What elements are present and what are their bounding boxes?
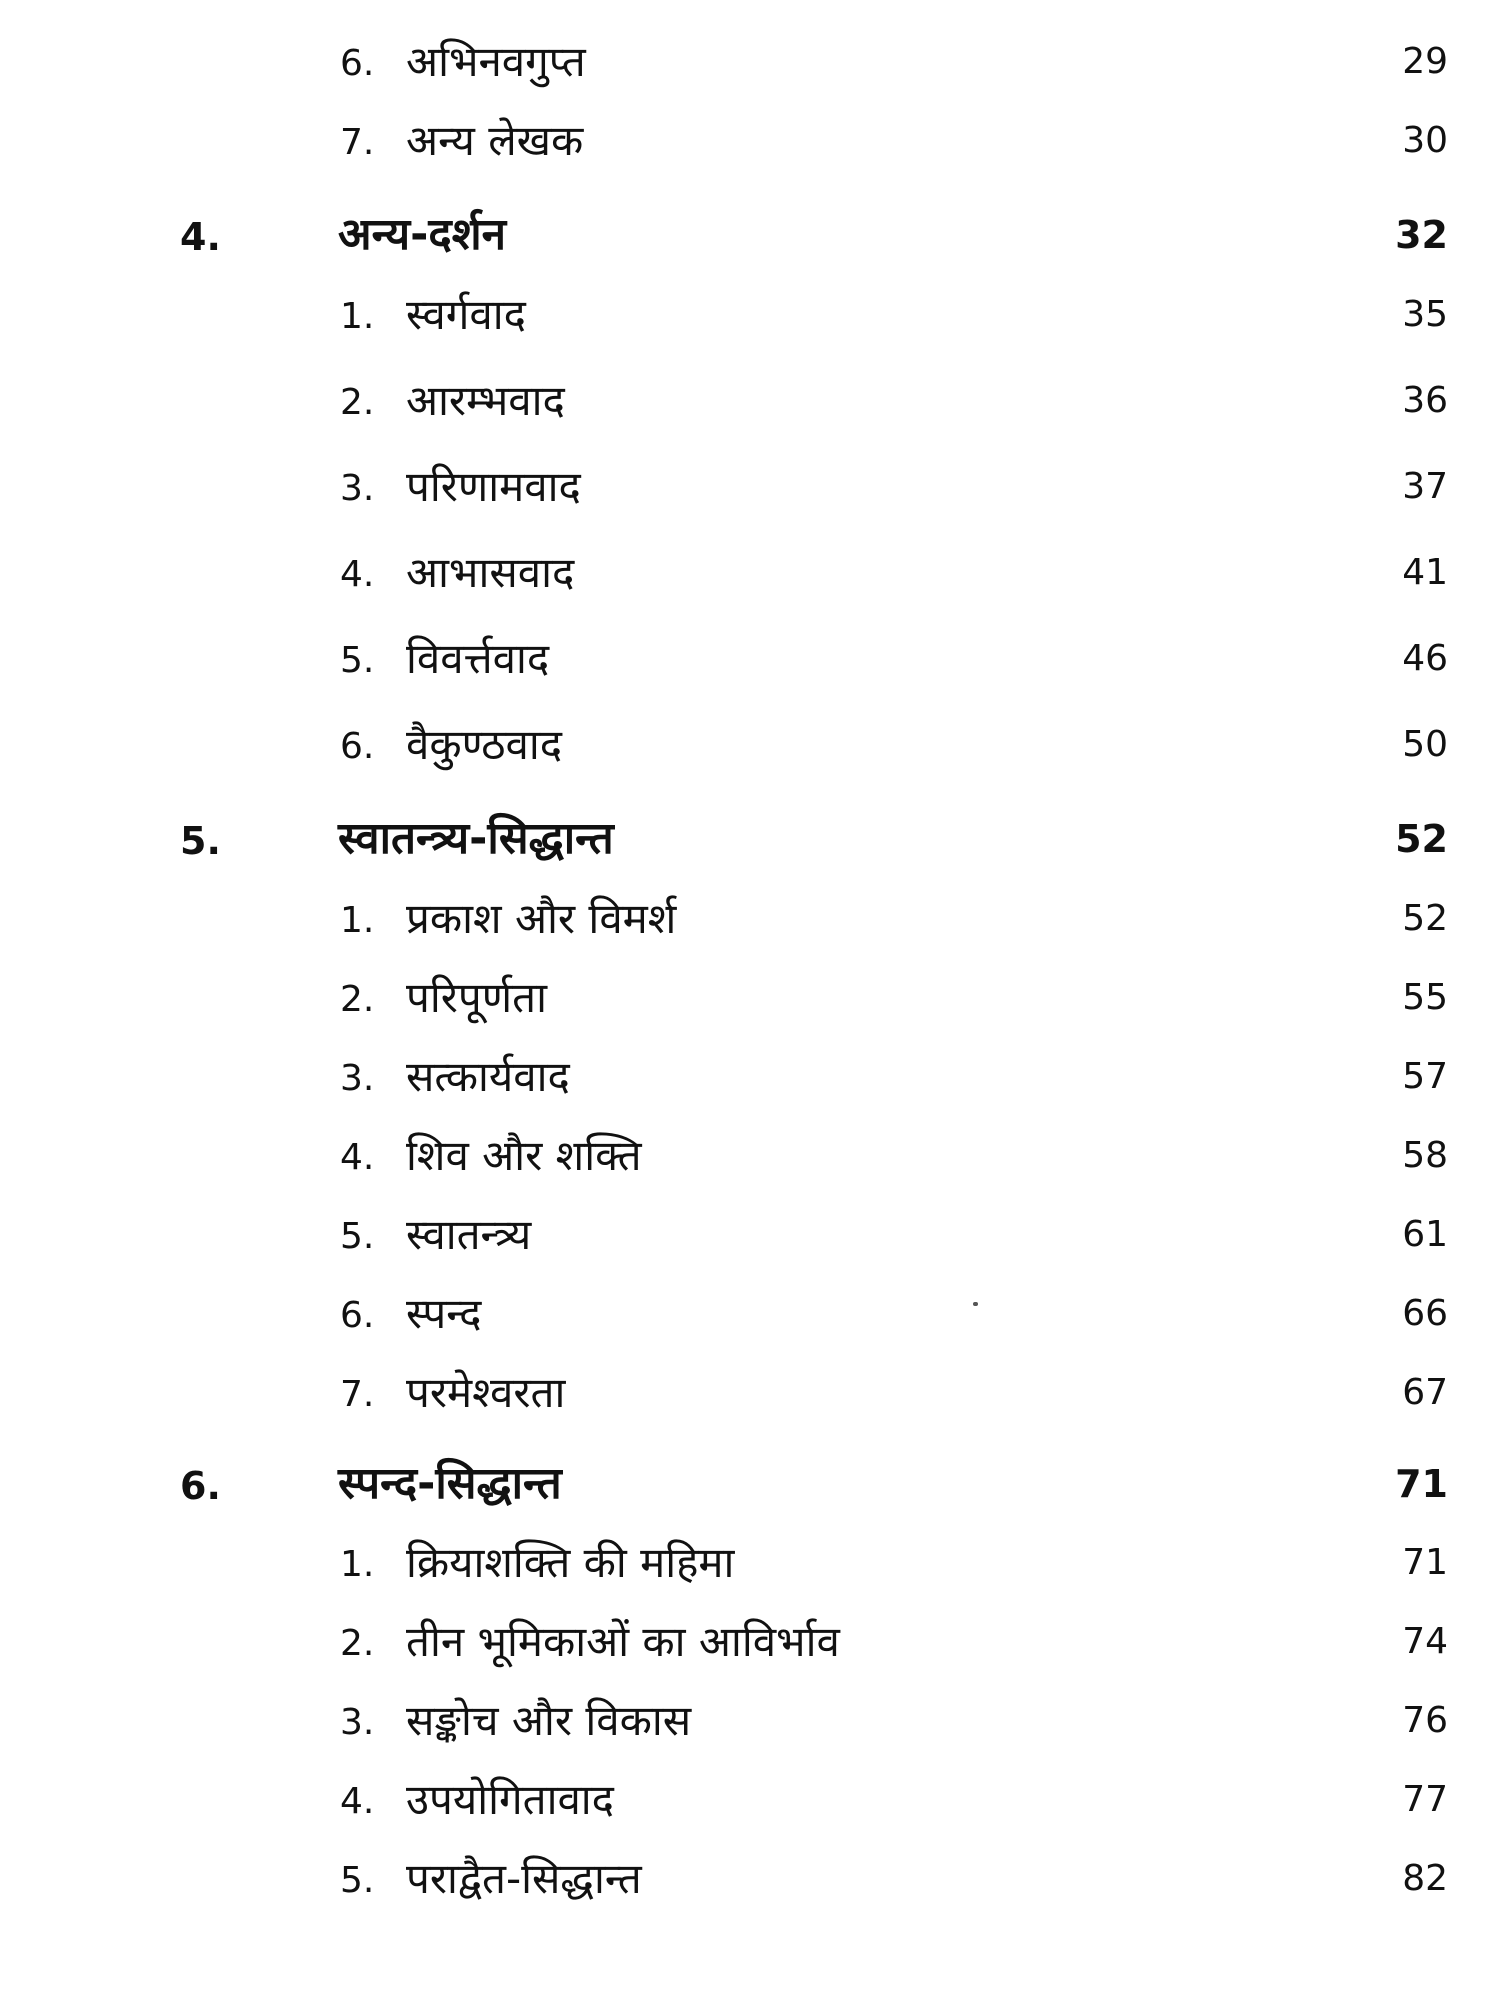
page-number: 30 [1402,120,1448,161]
section-number: 3. [340,468,375,509]
chapter-title: अन्य-दर्शन [338,209,507,260]
chapter-number: 6. [180,1464,221,1508]
section-number: 6. [340,1295,375,1336]
scan-speck [973,1302,978,1306]
section-number: 7. [340,1374,375,1415]
page-number: 35 [1402,294,1448,335]
section-number: 4. [340,554,375,595]
page-number: 36 [1402,380,1448,421]
section-title: उपयोगितावाद [406,1775,614,1824]
page-number: 71 [1395,1462,1448,1506]
toc-section-row [0,373,1500,433]
toc-section-row [0,1049,1500,1109]
section-number: 5. [340,1860,375,1901]
section-number: 1. [340,1544,375,1585]
page-number: 32 [1395,213,1448,257]
section-title: विवर्त्तवाद [406,634,550,683]
toc-section-row [0,459,1500,519]
chapter-number: 4. [180,215,221,259]
section-title: सङ्कोच और विकास [406,1696,692,1745]
section-title: शिव और शक्ति [406,1131,642,1180]
section-title: आभासवाद [406,548,575,597]
toc-section-row [0,1772,1500,1832]
section-title: क्रियाशक्ति की महिमा [406,1538,735,1587]
section-number: 2. [340,1623,375,1664]
toc-section-row [0,1365,1500,1425]
section-title: सत्कार्यवाद [406,1052,570,1101]
toc-section-row [0,34,1500,94]
toc-section-row [0,891,1500,951]
page-number: 71 [1402,1542,1448,1583]
toc-section-row [0,717,1500,777]
page-number: 76 [1402,1700,1448,1741]
section-title: वैकुण्ठवाद [406,720,563,769]
section-title: तीन भूमिकाओं का आविर्भाव [406,1617,840,1666]
section-title: अन्य लेखक [406,116,584,165]
page-number: 55 [1402,977,1448,1018]
toc-section-row [0,631,1500,691]
toc-chapter-row [0,1456,1500,1516]
section-number: 4. [340,1781,375,1822]
section-title: परिणामवाद [406,462,581,511]
section-number: 5. [340,1216,375,1257]
page-number: 52 [1395,817,1448,861]
toc-section-row [0,1693,1500,1753]
page-number: 29 [1402,41,1448,82]
page-number: 50 [1402,724,1448,765]
toc-chapter-row [0,811,1500,871]
section-number: 6. [340,726,375,767]
page-number: 61 [1402,1214,1448,1255]
toc-chapter-row [0,207,1500,267]
section-title: स्वातन्त्र्य [406,1210,532,1259]
section-number: 3. [340,1702,375,1743]
toc-section-row [0,1286,1500,1346]
chapter-number: 5. [180,819,221,863]
section-number: 6. [340,43,375,84]
page-number: 74 [1402,1621,1448,1662]
section-number: 7. [340,122,375,163]
chapter-title: स्वातन्त्र्य-सिद्धान्त [338,813,614,864]
page-number: 58 [1402,1135,1448,1176]
section-title: परमेश्वरता [406,1368,566,1417]
section-title: प्रकाश और विमर्श [406,894,677,943]
section-number: 5. [340,640,375,681]
section-title: पराद्वैत-सिद्धान्त [406,1854,642,1903]
page-number: 67 [1402,1372,1448,1413]
toc-section-row [0,1535,1500,1595]
page-number: 52 [1402,898,1448,939]
section-number: 2. [340,382,375,423]
section-title: परिपूर्णता [406,973,547,1022]
toc-section-row [0,545,1500,605]
page-number: 57 [1402,1056,1448,1097]
page-number: 41 [1402,552,1448,593]
section-title: अभिनवगुप्त [406,37,586,86]
page-number: 77 [1402,1779,1448,1820]
page-number: 82 [1402,1858,1448,1899]
page-number: 46 [1402,638,1448,679]
toc-section-row [0,970,1500,1030]
chapter-title: स्पन्द-सिद्धान्त [338,1458,562,1509]
section-number: 1. [340,296,375,337]
page-number: 37 [1402,466,1448,507]
section-title: स्पन्द [406,1289,482,1338]
section-number: 4. [340,1137,375,1178]
toc-section-row [0,113,1500,173]
section-title: आरम्भवाद [406,376,565,425]
section-title: स्वर्गवाद [406,290,526,339]
page-number: 66 [1402,1293,1448,1334]
toc-section-row [0,1614,1500,1674]
toc-section-row [0,1851,1500,1911]
section-number: 1. [340,900,375,941]
toc-section-row [0,287,1500,347]
toc-section-row [0,1128,1500,1188]
section-number: 3. [340,1058,375,1099]
section-number: 2. [340,979,375,1020]
toc-section-row [0,1207,1500,1267]
